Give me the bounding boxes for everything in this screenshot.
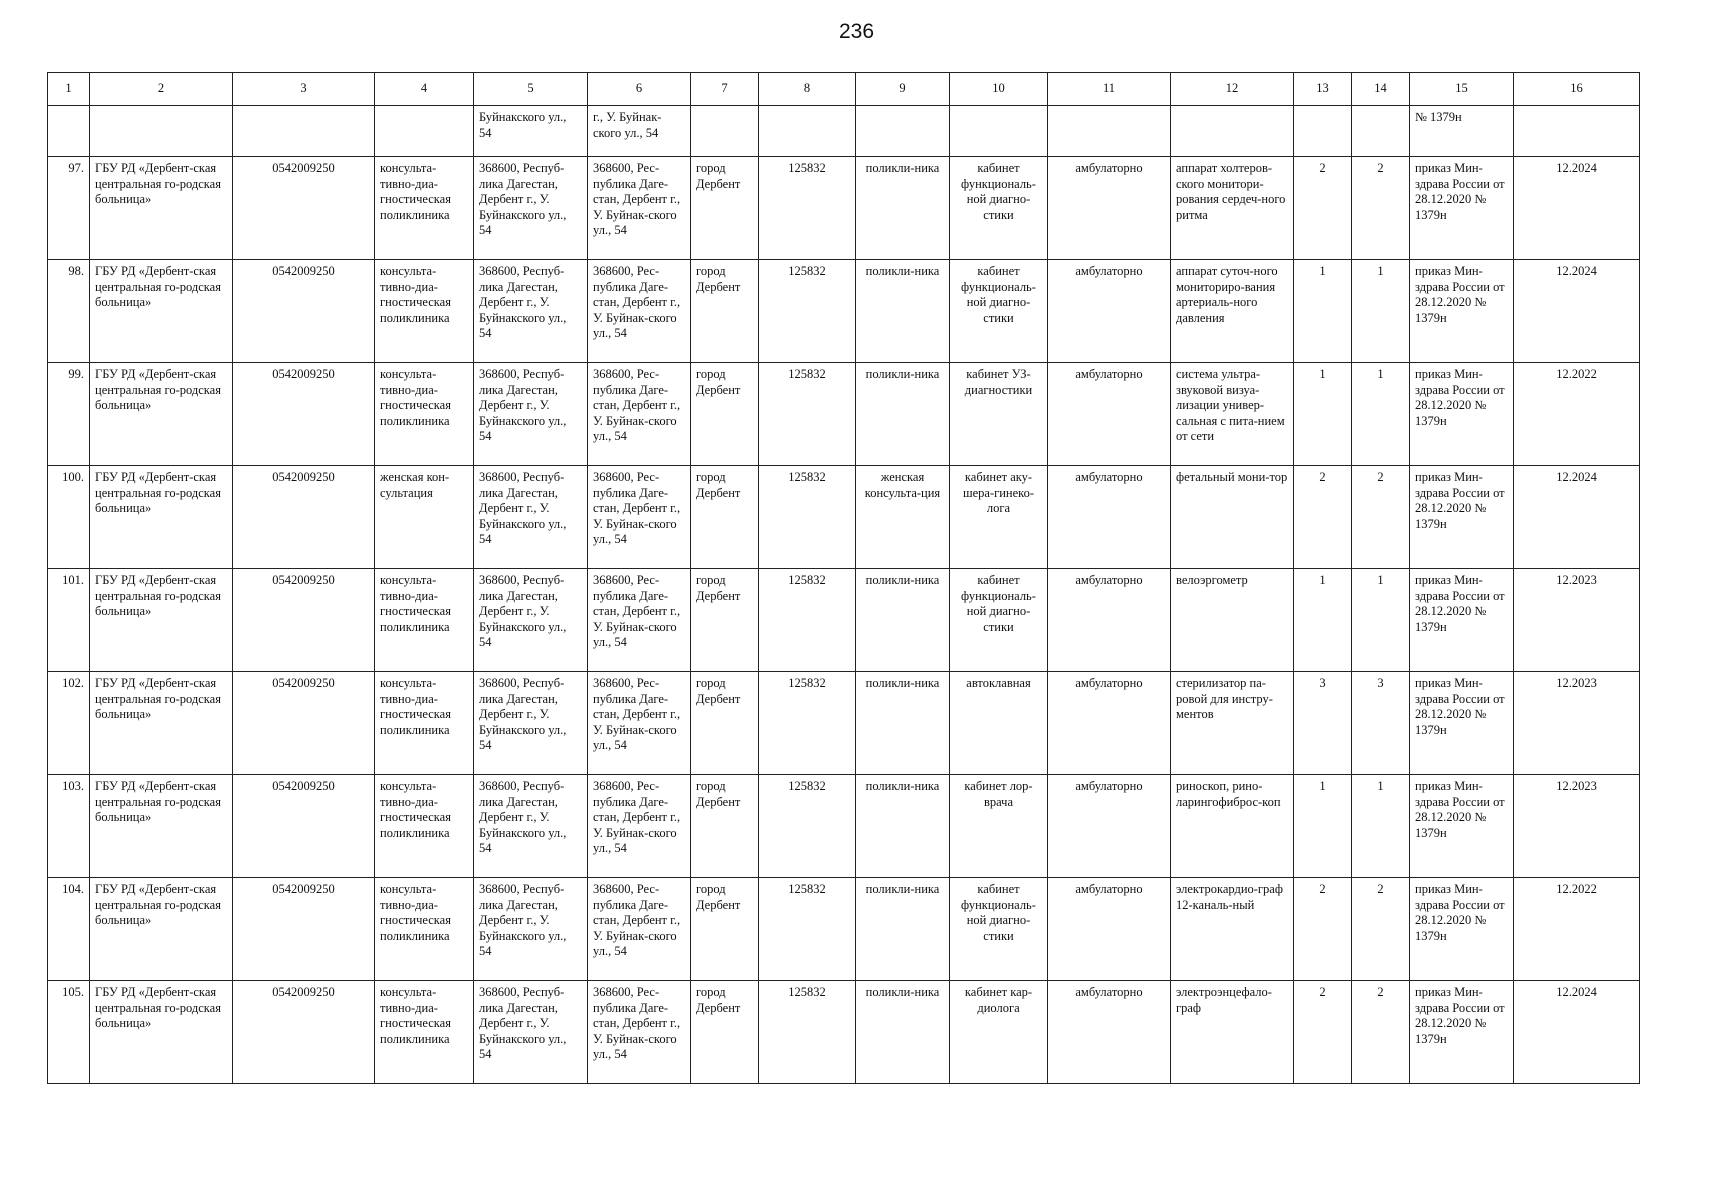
table-cell: 12.2024 [1514,981,1640,1084]
table-cell [90,106,233,157]
table-cell: консульта-тивно-диа-гностическая поликлиника [375,775,474,878]
table-cell: 12.2023 [1514,672,1640,775]
table-cell: 1 [1352,260,1410,363]
table-cell: 1 [1294,363,1352,466]
table-cell: 0542009250 [233,363,375,466]
column-header: 14 [1352,73,1410,106]
table-cell: 2 [1294,157,1352,260]
table-cell: 100. [48,466,90,569]
table-cell: 2 [1294,878,1352,981]
table-cell: 12.2023 [1514,775,1640,878]
column-header: 10 [950,73,1048,106]
table-cell: консульта-тивно-диа-гностическая поликлиника [375,569,474,672]
table-cell [375,106,474,157]
table-cell: 3 [1294,672,1352,775]
table-cell: 12.2024 [1514,260,1640,363]
header-row [48,73,1640,106]
table-cell: амбулаторно [1048,878,1171,981]
table-cell: автоклавная [950,672,1048,775]
table-cell: стерилизатор па-ровой для инстру-ментов [1171,672,1294,775]
table-cell: кабинет функциональ-ной диагно-стики [950,260,1048,363]
table-cell: поликли-ника [856,672,950,775]
table-cell: приказ Мин-здрава России от 28.12.2020 № 1379н [1410,157,1514,260]
table-cell: 103. [48,775,90,878]
table-cell: амбулаторно [1048,157,1171,260]
table-cell: амбулаторно [1048,363,1171,466]
table-cell: 12.2024 [1514,157,1640,260]
table-cell: 368600, Респуб-лика Дагестан, Дербент г., У. Буйнакского ул., 54 [474,157,588,260]
table-cell: 105. [48,981,90,1084]
table-cell: 0542009250 [233,672,375,775]
table-cell: 368600, Рес-публика Даге-стан, Дербент г., У. Буйнак-ского ул., 54 [588,363,691,466]
table-cell: 368600, Респуб-лика Дагестан, Дербент г., У. Буйнакского ул., 54 [474,466,588,569]
table-cell: 368600, Респуб-лика Дагестан, Дербент г., У. Буйнакского ул., 54 [474,878,588,981]
table-cell [759,106,856,157]
table-cell: консульта-тивно-диа-гностическая поликлиника [375,878,474,981]
table-cell: электрокардио-граф 12-каналь-ный [1171,878,1294,981]
table-cell: 12.2022 [1514,363,1640,466]
table-cell: 12.2022 [1514,878,1640,981]
table-cell [1352,106,1410,157]
column-header: 8 [759,73,856,106]
table-cell: 368600, Рес-публика Даге-стан, Дербент г., У. Буйнак-ского ул., 54 [588,569,691,672]
table-cell: 2 [1294,466,1352,569]
table-cell: 1 [1352,569,1410,672]
table-cell: ГБУ РД «Дербент-ская центральная го-родская больница» [90,569,233,672]
table-cell: 101. [48,569,90,672]
table-cell: 12.2023 [1514,569,1640,672]
table-cell: 368600, Рес-публика Даге-стан, Дербент г., У. Буйнак-ского ул., 54 [588,878,691,981]
table-cell: электроэнцефало-граф [1171,981,1294,1084]
table-cell: 125832 [759,569,856,672]
table-cell [1514,106,1640,157]
table-cell: приказ Мин-здрава России от 28.12.2020 № 1379н [1410,981,1514,1084]
table-cell: 368600, Респуб-лика Дагестан, Дербент г., У. Буйнакского ул., 54 [474,981,588,1084]
table-cell: 125832 [759,775,856,878]
table-cell: 104. [48,878,90,981]
table-cell: 368600, Рес-публика Даге-стан, Дербент г., У. Буйнак-ского ул., 54 [588,981,691,1084]
table-cell: 0542009250 [233,775,375,878]
table-row [48,775,1640,878]
table-cell: поликли-ника [856,878,950,981]
table-cell: кабинет функциональ-ной диагно-стики [950,157,1048,260]
column-header: 2 [90,73,233,106]
table-cell: амбулаторно [1048,569,1171,672]
table-cell: 368600, Респуб-лика Дагестан, Дербент г., У. Буйнакского ул., 54 [474,363,588,466]
table-cell: аппарат суточ-ного мониториро-вания артериаль-ного давления [1171,260,1294,363]
table-cell: 125832 [759,672,856,775]
table-cell: 102. [48,672,90,775]
table-row [48,157,1640,260]
table-cell: 99. [48,363,90,466]
table-cell: 368600, Рес-публика Даге-стан, Дербент г., У. Буйнак-ского ул., 54 [588,466,691,569]
table-cell: 3 [1352,672,1410,775]
table-cell: 2 [1352,981,1410,1084]
table-cell: город Дербент [691,775,759,878]
table-cell: велоэргометр [1171,569,1294,672]
column-header: 15 [1410,73,1514,106]
table-cell: 1 [1294,775,1352,878]
table-cell: 0542009250 [233,260,375,363]
table-cell: 0542009250 [233,981,375,1084]
table-cell: ГБУ РД «Дербент-ская центральная го-родская больница» [90,672,233,775]
table-cell: 12.2024 [1514,466,1640,569]
table-cell: амбулаторно [1048,260,1171,363]
table-cell: ГБУ РД «Дербент-ская центральная го-родская больница» [90,363,233,466]
table-cell: женская кон-сультация [375,466,474,569]
continuation-row [48,106,1640,157]
table-cell [1048,106,1171,157]
table-cell: приказ Мин-здрава России от 28.12.2020 № 1379н [1410,569,1514,672]
column-header: 9 [856,73,950,106]
table-cell: 2 [1352,878,1410,981]
table-cell: амбулаторно [1048,466,1171,569]
table-cell: поликли-ника [856,981,950,1084]
table-cell: город Дербент [691,981,759,1084]
table-cell: 2 [1294,981,1352,1084]
table-cell: система ультра-звуковой визуа-лизации универ-сальная с пита-нием от сети [1171,363,1294,466]
table-row [48,363,1640,466]
column-header: 12 [1171,73,1294,106]
equipment-registry-table [47,72,1640,1084]
column-header: 11 [1048,73,1171,106]
table-cell: поликли-ника [856,157,950,260]
table-cell: 125832 [759,260,856,363]
column-header: 6 [588,73,691,106]
table-cell [691,106,759,157]
table-cell: аппарат холтеров-ского монитори-рования сердеч-ного ритма [1171,157,1294,260]
column-header: 4 [375,73,474,106]
table-cell: г., У. Буйнак-ского ул., 54 [588,106,691,157]
table-cell: город Дербент [691,260,759,363]
table-cell: 368600, Рес-публика Даге-стан, Дербент г., У. Буйнак-ского ул., 54 [588,260,691,363]
column-header: 16 [1514,73,1640,106]
table-cell: 368600, Рес-публика Даге-стан, Дербент г., У. Буйнак-ского ул., 54 [588,672,691,775]
table-row [48,672,1640,775]
table-cell: № 1379н [1410,106,1514,157]
table-cell: поликли-ника [856,363,950,466]
column-header: 7 [691,73,759,106]
table-cell: город Дербент [691,363,759,466]
table-cell: ГБУ РД «Дербент-ская центральная го-родская больница» [90,981,233,1084]
column-header: 5 [474,73,588,106]
table-cell: город Дербент [691,878,759,981]
table-cell: кабинет функциональ-ной диагно-стики [950,569,1048,672]
table-cell: консульта-тивно-диа-гностическая поликлиника [375,981,474,1084]
table-cell: приказ Мин-здрава России от 28.12.2020 № 1379н [1410,878,1514,981]
table-cell: риноскоп, рино-ларингофиброс-коп [1171,775,1294,878]
table-row [48,878,1640,981]
table-row [48,981,1640,1084]
table-cell: женская консульта-ция [856,466,950,569]
table-cell: город Дербент [691,157,759,260]
table-cell: 2 [1352,157,1410,260]
table-cell: 1 [1352,363,1410,466]
table-cell: приказ Мин-здрава России от 28.12.2020 № 1379н [1410,466,1514,569]
table-cell: 1 [1294,569,1352,672]
table-cell: поликли-ника [856,775,950,878]
table-cell: ГБУ РД «Дербент-ская центральная го-родская больница» [90,157,233,260]
table-cell: ГБУ РД «Дербент-ская центральная го-родская больница» [90,878,233,981]
table-cell: приказ Мин-здрава России от 28.12.2020 № 1379н [1410,775,1514,878]
table-cell: кабинет лор-врача [950,775,1048,878]
table-cell: 125832 [759,157,856,260]
table-cell: 368600, Рес-публика Даге-стан, Дербент г., У. Буйнак-ского ул., 54 [588,157,691,260]
table-cell [950,106,1048,157]
table-cell: кабинет функциональ-ной диагно-стики [950,878,1048,981]
table-cell: 98. [48,260,90,363]
table-cell: 0542009250 [233,466,375,569]
table-cell: поликли-ника [856,260,950,363]
column-header: 3 [233,73,375,106]
table-cell: приказ Мин-здрава России от 28.12.2020 № 1379н [1410,363,1514,466]
table-cell: консульта-тивно-диа-гностическая поликлиника [375,157,474,260]
table-cell: 125832 [759,878,856,981]
table-cell: приказ Мин-здрава России от 28.12.2020 № 1379н [1410,672,1514,775]
table-cell: Буйнакского ул., 54 [474,106,588,157]
table-cell: консульта-тивно-диа-гностическая поликлиника [375,260,474,363]
table-cell: кабинет УЗ-диагностики [950,363,1048,466]
table-cell: 2 [1352,466,1410,569]
table-cell [1294,106,1352,157]
table-cell: амбулаторно [1048,775,1171,878]
table-cell: 0542009250 [233,157,375,260]
table-cell: поликли-ника [856,569,950,672]
table-row [48,260,1640,363]
table-cell: кабинет кар-диолога [950,981,1048,1084]
table-cell: консульта-тивно-диа-гностическая поликлиника [375,672,474,775]
page-number: 236 [838,20,875,43]
table-cell: амбулаторно [1048,981,1171,1084]
table-cell: 1 [1294,260,1352,363]
table-cell: кабинет аку-шера-гинеко-лога [950,466,1048,569]
table-cell: 125832 [759,466,856,569]
table-cell: консульта-тивно-диа-гностическая поликлиника [375,363,474,466]
table-cell: ГБУ РД «Дербент-ская центральная го-родская больница» [90,775,233,878]
table-row [48,569,1640,672]
column-header: 13 [1294,73,1352,106]
table-cell: фетальный мони-тор [1171,466,1294,569]
table-cell: город Дербент [691,672,759,775]
table-cell: 125832 [759,981,856,1084]
table-cell: 368600, Респуб-лика Дагестан, Дербент г., У. Буйнакского ул., 54 [474,569,588,672]
table-cell: 0542009250 [233,569,375,672]
table-cell [1171,106,1294,157]
table-cell: приказ Мин-здрава России от 28.12.2020 № 1379н [1410,260,1514,363]
table-cell: 0542009250 [233,878,375,981]
table-row [48,466,1640,569]
table-cell [233,106,375,157]
column-header: 1 [48,73,90,106]
table-cell: 368600, Респуб-лика Дагестан, Дербент г., У. Буйнакского ул., 54 [474,672,588,775]
table-cell: 125832 [759,363,856,466]
table-cell: 368600, Респуб-лика Дагестан, Дербент г., У. Буйнакского ул., 54 [474,260,588,363]
table-cell [856,106,950,157]
table-cell: город Дербент [691,466,759,569]
table-cell: ГБУ РД «Дербент-ская центральная го-родская больница» [90,260,233,363]
table-cell: ГБУ РД «Дербент-ская центральная го-родская больница» [90,466,233,569]
table-cell: 368600, Респуб-лика Дагестан, Дербент г., У. Буйнакского ул., 54 [474,775,588,878]
table-cell: 1 [1352,775,1410,878]
table-cell: амбулаторно [1048,672,1171,775]
table-cell [48,106,90,157]
table-cell: 368600, Рес-публика Даге-стан, Дербент г., У. Буйнак-ского ул., 54 [588,775,691,878]
table-cell: город Дербент [691,569,759,672]
table-cell: 97. [48,157,90,260]
